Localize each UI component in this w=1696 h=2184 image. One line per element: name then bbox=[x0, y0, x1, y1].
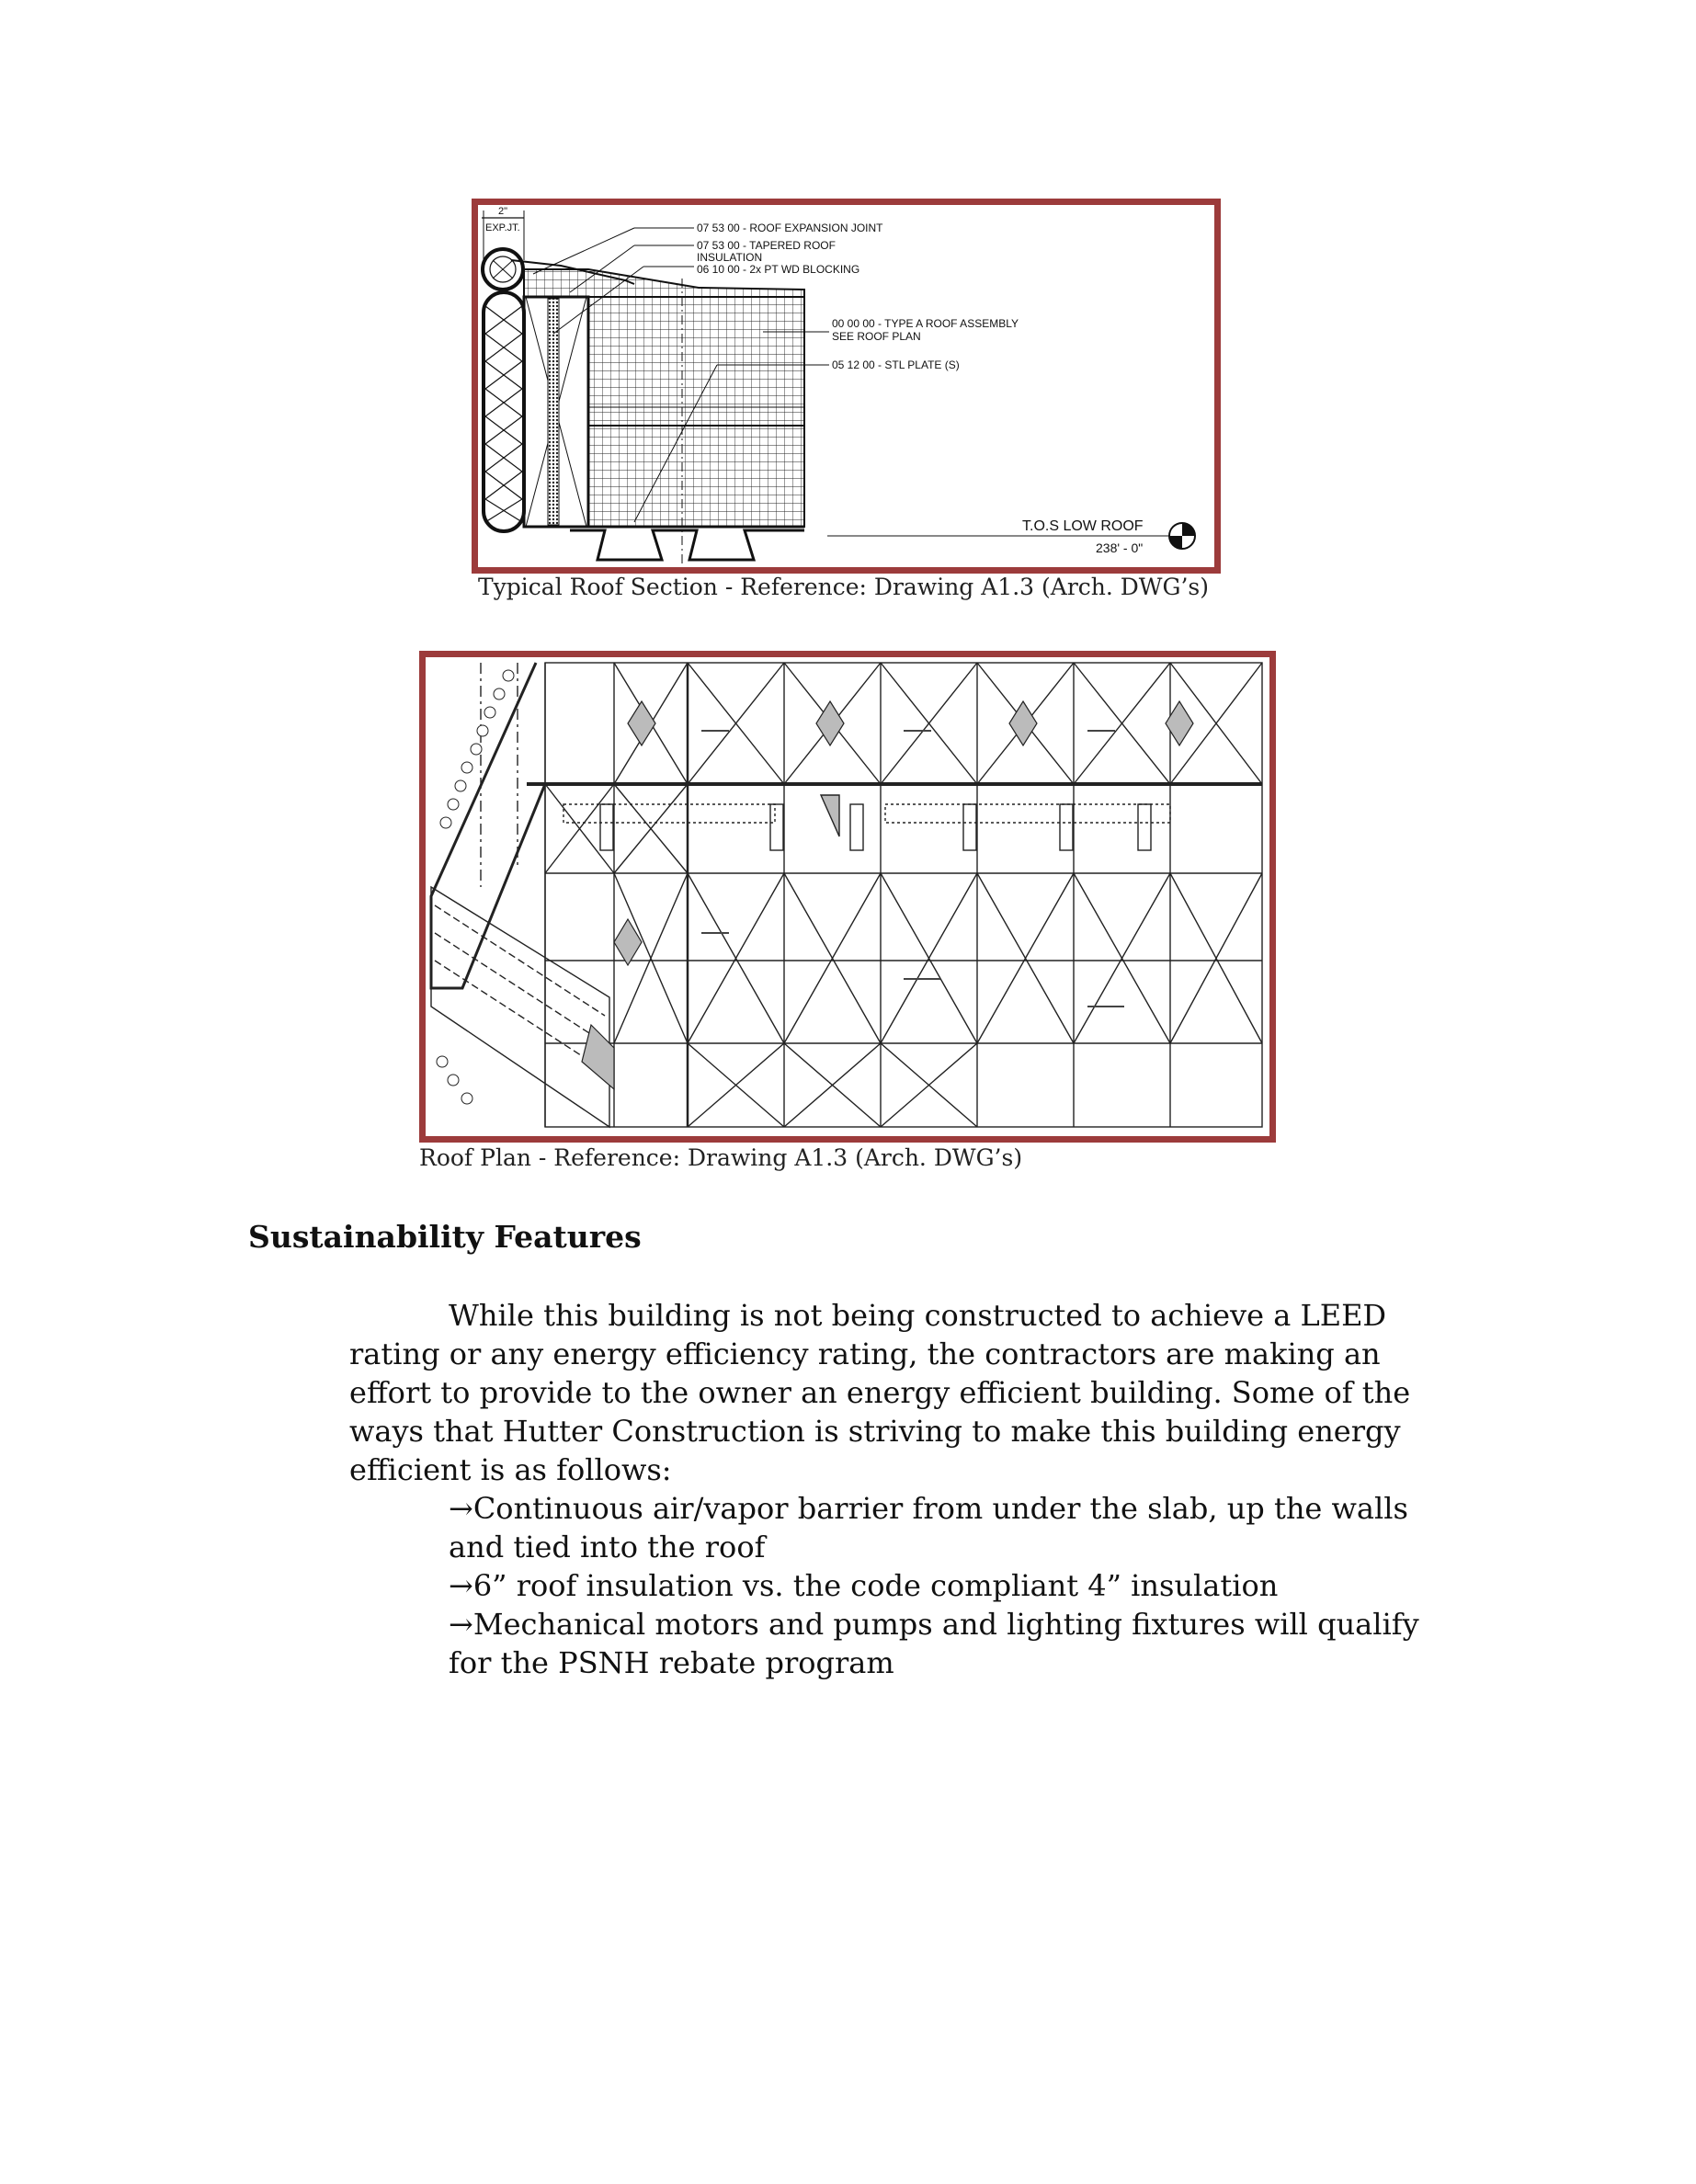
feature-list bbox=[449, 1489, 1460, 1682]
list-item: →Continuous air/vapor barrier from under the slab, up the walls and tied into the roof bbox=[449, 1491, 1408, 1564]
callout-blocking: 06 10 00 - 2x PT WD BLOCKING bbox=[697, 263, 860, 276]
roof-section-drawing bbox=[478, 205, 1214, 567]
paragraph-text: While this building is not being constructed to achieve a LEED rating or any energy efficiency rating, the contractors are making an effort to provide to the owner an energy efficient building. Some of the ways that Hutter Construction is striving to make this building energy efficient is as follows: bbox=[349, 1298, 1411, 1487]
callout-expansion-joint: 07 53 00 - ROOF EXPANSION JOINT bbox=[697, 222, 883, 234]
list-item: →6” roof insulation vs. the code compliant 4” insulation bbox=[449, 1568, 1279, 1603]
elevation-label: 238' - 0" bbox=[1096, 540, 1144, 555]
callout-see-roof-plan: SEE ROOF PLAN bbox=[832, 330, 921, 343]
callout-steel-plate: 05 12 00 - STL PLATE (S) bbox=[832, 358, 960, 371]
roof-plan-figure bbox=[419, 651, 1276, 1143]
roof-plan-caption: Roof Plan - Reference: Drawing A1.3 (Arch. DWG’s) bbox=[419, 1144, 1023, 1171]
dim-label: 2" bbox=[498, 206, 508, 217]
section-heading: Sustainability Features bbox=[248, 1219, 642, 1255]
callout-tapered-insulation: 07 53 00 - TAPERED ROOF bbox=[697, 239, 836, 252]
callout-insulation: INSULATION bbox=[697, 251, 763, 264]
roof-section-caption: Typical Roof Section - Reference: Drawing A1.3 (Arch. DWG’s) bbox=[478, 574, 1210, 600]
tos-low-roof-label: T.O.S LOW ROOF bbox=[1022, 518, 1144, 534]
body-paragraph bbox=[349, 1296, 1434, 1489]
callout-roof-assembly: 00 00 00 - TYPE A ROOF ASSEMBLY bbox=[832, 317, 1019, 330]
roof-section-figure bbox=[472, 199, 1221, 574]
expjt-label: EXP.JT. bbox=[485, 222, 520, 233]
roof-plan-drawing bbox=[426, 657, 1269, 1136]
list-item: →Mechanical motors and pumps and lighting fixtures will qualify for the PSNH rebate program bbox=[449, 1607, 1419, 1680]
